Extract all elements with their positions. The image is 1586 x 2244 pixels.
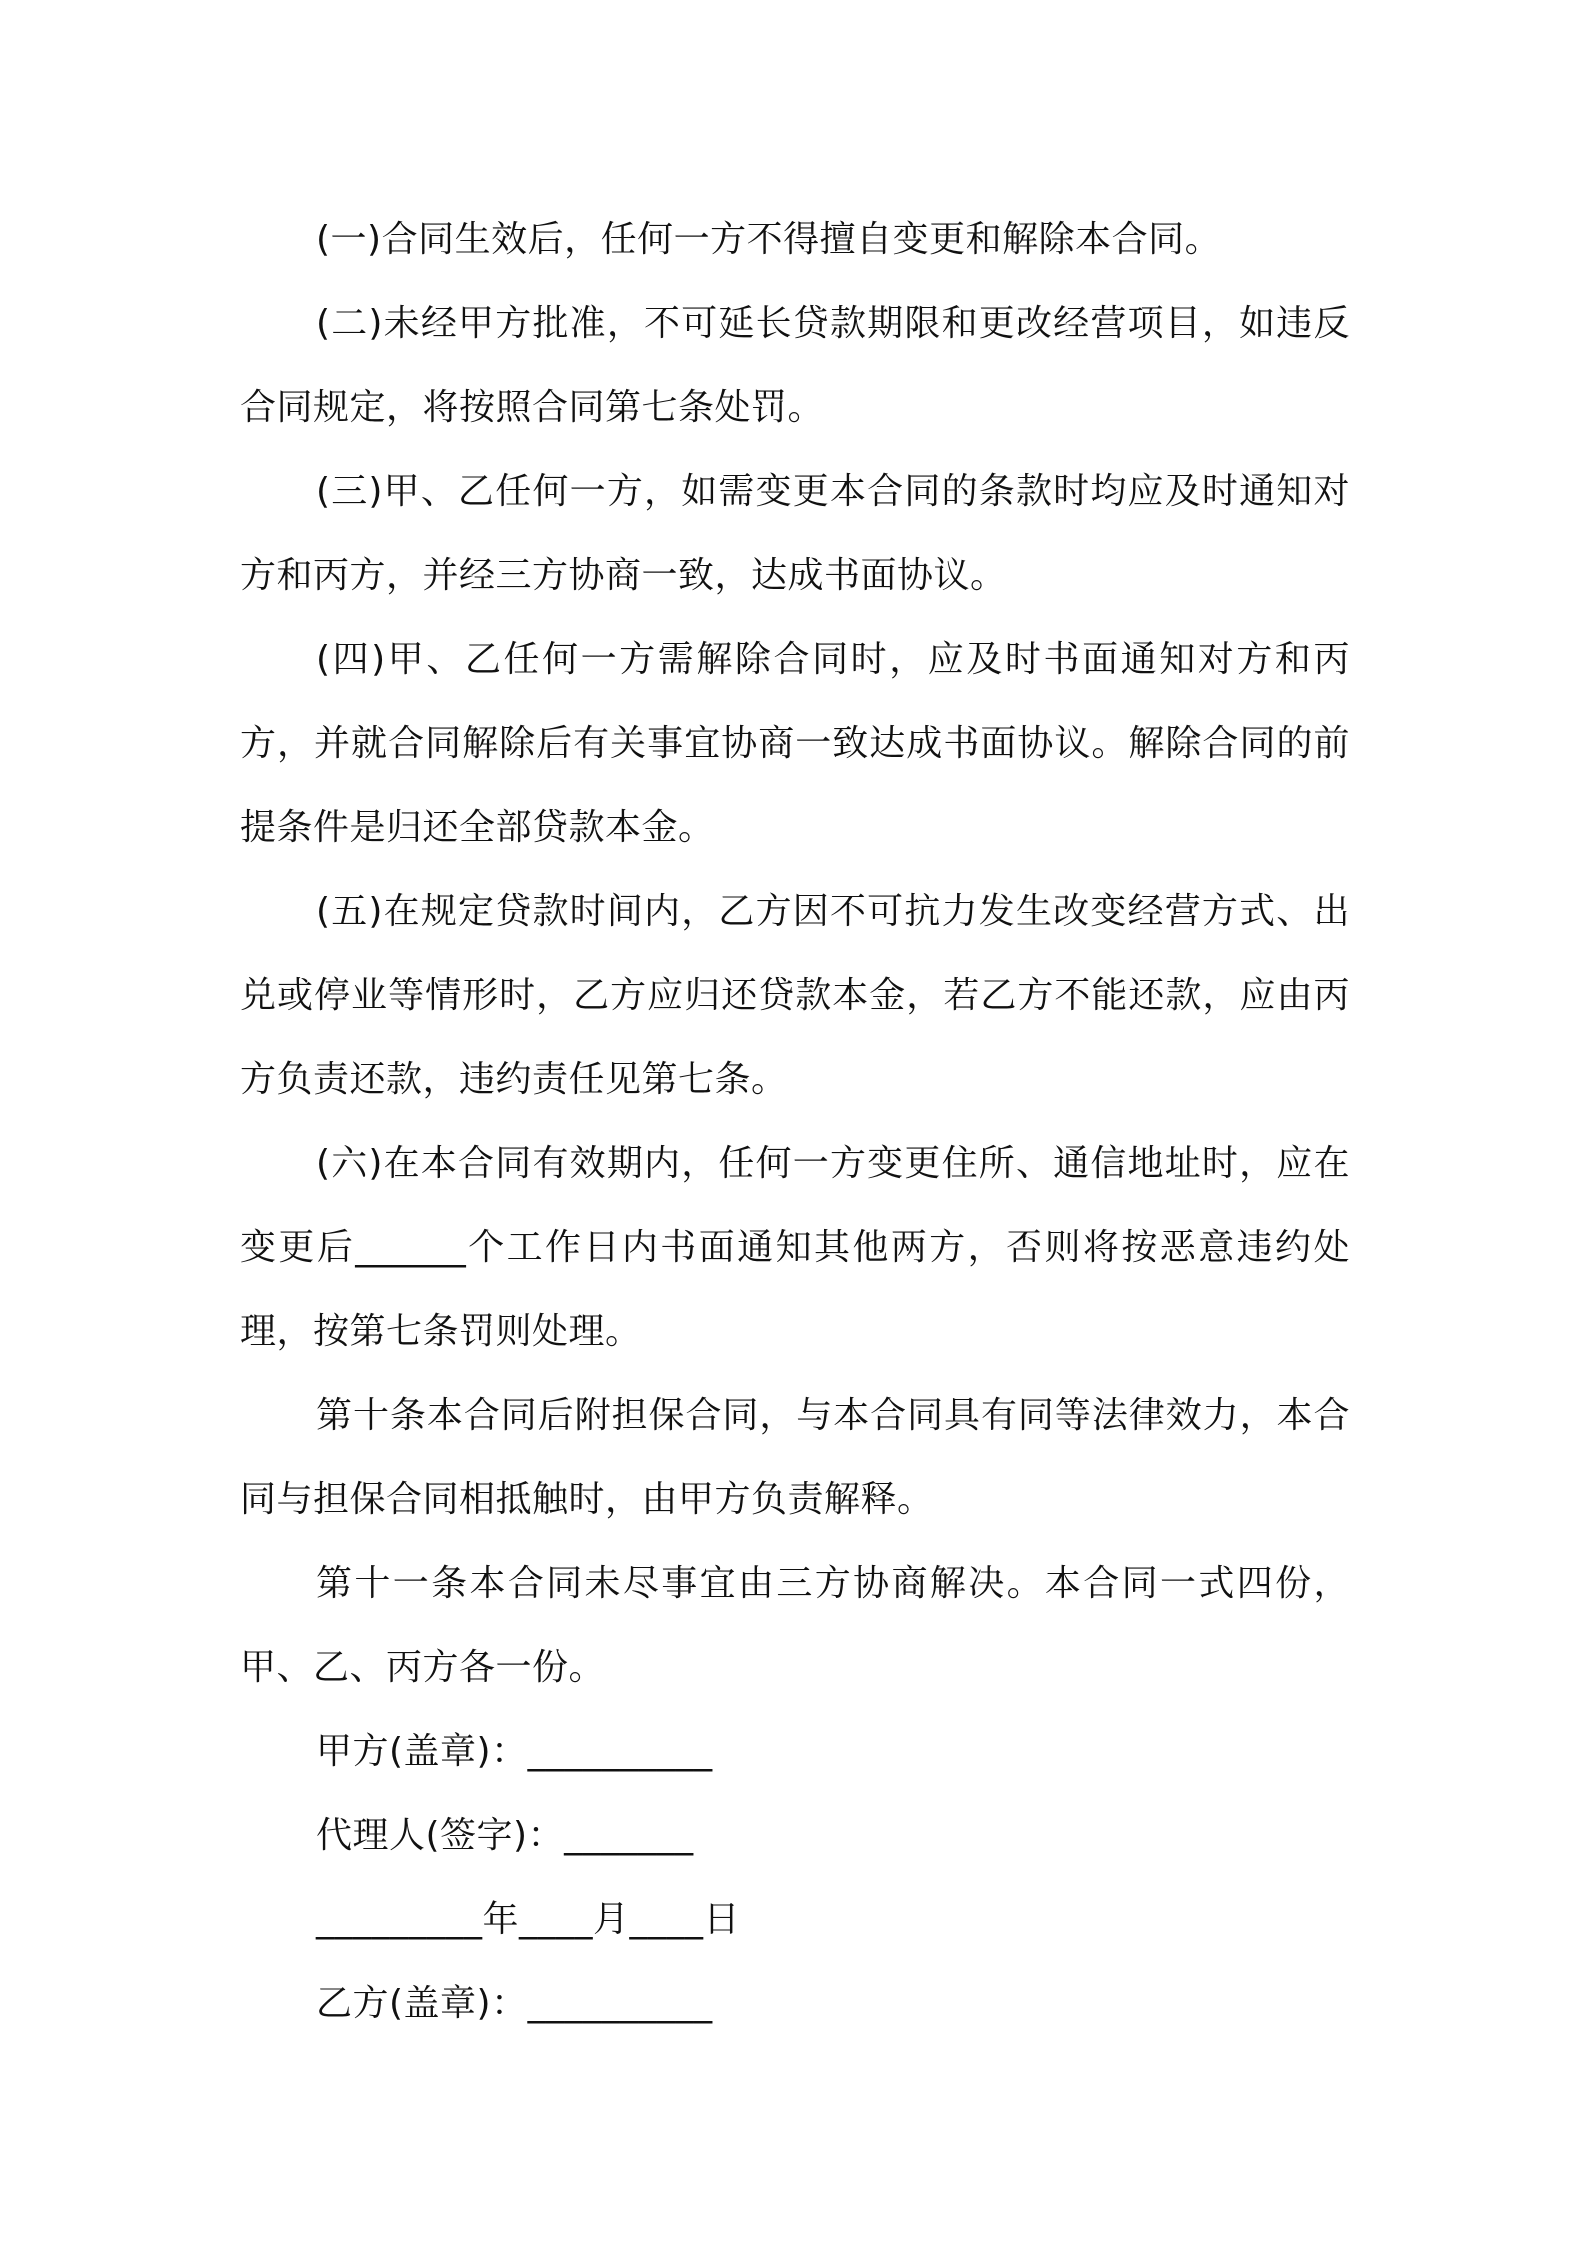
date-line: _________年____月____日 xyxy=(316,1899,740,1940)
clause-4: (四)甲、乙任何一方需解除合同时，应及时书面通知对方和丙方，并就合同解除后有关事宜协商一致达成书面协议。解除合同的前提条件是归还全部贷款本金。 xyxy=(240,639,1350,848)
document-body xyxy=(240,198,1350,2046)
agent-signature-line: 代理人(签字)：_______ xyxy=(316,1815,694,1856)
party-b-seal-line: 乙方(盖章)：__________ xyxy=(316,1983,713,2024)
clause-2: (二)未经甲方批准，不可延长贷款期限和更改经营项目，如违反合同规定，将按照合同第七条处罚。 xyxy=(240,303,1350,428)
article-11: 第十一条本合同未尽事宜由三方协商解决。本合同一式四份，甲、乙、丙方各一份。 xyxy=(240,1563,1350,1688)
clause-1: (一)合同生效后，任何一方不得擅自变更和解除本合同。 xyxy=(316,219,1222,260)
clause-3: (三)甲、乙任何一方，如需变更本合同的条款时均应及时通知对方和丙方，并经三方协商一致，达成书面协议。 xyxy=(240,471,1350,596)
party-a-seal-line: 甲方(盖章)：__________ xyxy=(316,1731,713,1772)
clause-6: (六)在本合同有效期内，任何一方变更住所、通信地址时，应在变更后______个工作日内书面通知其他两方，否则将按恶意违约处理，按第七条罚则处理。 xyxy=(240,1143,1350,1352)
article-10: 第十条本合同后附担保合同，与本合同具有同等法律效力，本合同与担保合同相抵触时，由甲方负责解释。 xyxy=(240,1395,1350,1520)
clause-5: (五)在规定贷款时间内，乙方因不可抗力发生改变经营方式、出兑或停业等情形时，乙方应归还贷款本金，若乙方不能还款，应由丙方负责还款，违约责任见第七条。 xyxy=(240,891,1350,1100)
